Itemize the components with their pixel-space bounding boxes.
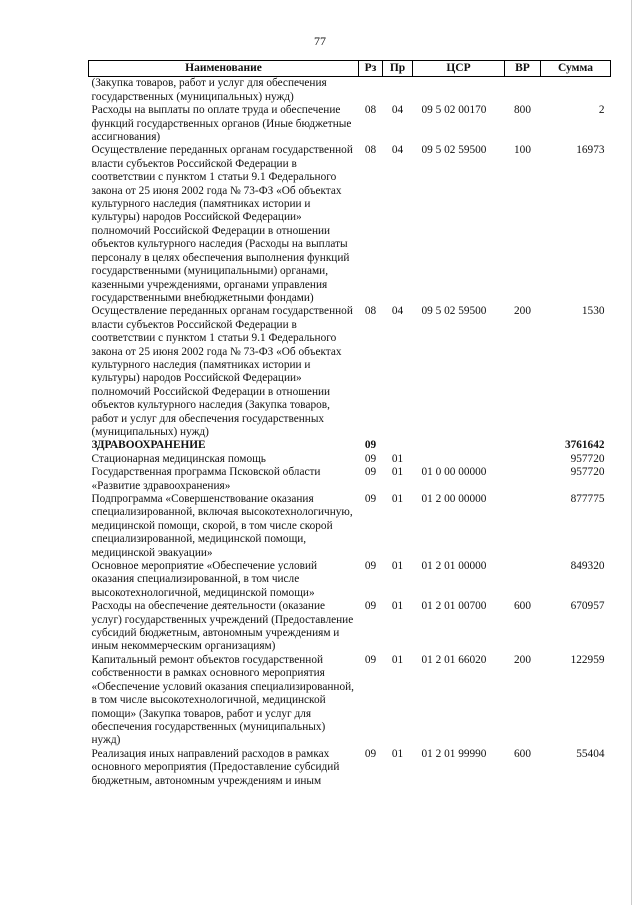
table-row [89,600,611,654]
header-sum: Сумма [541,61,611,77]
page-number: 77 [314,34,326,48]
cell-vr [505,439,541,452]
cell-vr: 600 [514,747,531,760]
cell-vr [505,77,541,104]
cell-pr: 01 [391,653,404,666]
cell-pr: 01 [391,493,404,505]
cell-vr: 200 [514,305,531,318]
cell-name: Капитальный ремонт объектов государственной собственности в рамках основного мероприятия «Обеспечение условий оказания специализированной, в том числе высокотехнологичной, медицинской помощи» (Закупка товаров, работ и услуг для обеспечения государственных (муниципальных) нужд) [91,653,354,747]
header-pr: Пр [383,61,413,77]
budget-table [88,60,611,788]
cell-sum: 3761642 [564,439,605,452]
table-row [89,144,611,305]
cell-csr [413,77,505,104]
page-edge-line [631,0,632,905]
cell-pr: 01 [391,452,404,465]
cell-csr: 01 2 01 00700 [421,600,487,613]
cell-rz: 08 [364,104,377,117]
table-header-row [89,61,611,77]
cell-name: Стационарная медицинская помощь [91,452,266,465]
cell-sum: 122959 [570,653,605,666]
cell-name: Расходы на выплаты по оплате труда и обеспечение функций государственных органов (Иные бюджетные ассигнования) [91,104,352,144]
table-row [89,560,611,600]
cell-pr: 04 [391,144,404,157]
cell-vr [505,466,541,493]
cell-csr [413,453,505,466]
cell-sum: 16973 [576,144,605,157]
cell-sum: 2 [598,104,605,117]
cell-name: Подпрограмма «Совершенствование оказания специализированной, включая высокотехнологичную, медицинской помощи, скорой, в том числе скорой специализированной, медицинской помощи, медицинской эвакуации» [91,493,353,559]
table-row [89,305,611,439]
cell-csr: 01 2 01 66020 [421,653,487,666]
header-name: Наименование [89,61,359,77]
cell-name: Реализация иных направлений расходов в рамках основного мероприятия (Предоставление субсидий бюджетным, автономным учреждениям и иным [91,747,340,787]
cell-pr [383,77,413,104]
cell-pr: 04 [391,104,404,117]
cell-sum [541,77,611,104]
table-row [89,654,611,748]
cell-rz: 08 [364,305,377,318]
cell-csr: 01 0 00 00000 [421,466,487,479]
cell-csr: 01 2 01 99990 [421,747,487,760]
cell-sum: 670957 [570,600,605,613]
cell-rz: 09 [364,466,377,479]
cell-pr: 01 [391,466,404,479]
cell-name: Расходы на обеспечение деятельности (оказание услуг) государственных учреждений (Предоставление субсидий бюджетным, автономным учреждениям и иным некоммерческим организациям) [91,600,354,653]
cell-csr: 09 5 02 59500 [421,144,487,157]
cell-rz: 08 [364,144,377,157]
cell-name: Осуществление переданных органам государственной власти субъектов Российской Федерации в соответствии с пунктом 1 статьи 9.1 Федерального закона от 25 июня 2002 года № 73-ФЗ «Об объектах культурного наследия (памятниках истории и культуры) народов Российской Федерации» полномочий Российской Федерации в отношении объектов культурного наследия (Расходы на выплаты персоналу в целях обеспечения выполнения функций государственными (муниципальными) органами, казенными учреждениями, органами управления государственными внебюджетными фондами) [91,144,353,304]
cell-vr [505,493,541,560]
header-vr: ВР [505,61,541,77]
cell-sum: 1530 [581,305,605,318]
cell-sum: 55404 [576,747,605,760]
cell-vr: 100 [514,144,531,157]
cell-vr [505,560,541,600]
cell-csr: 01 2 01 00000 [421,560,487,573]
cell-csr: 09 5 02 00170 [421,104,487,117]
cell-pr: 01 [391,747,404,760]
cell-rz: 09 [364,493,377,505]
cell-csr: 09 5 02 59500 [421,305,487,318]
table-row [89,466,611,493]
table-row [89,104,611,144]
cell-sum: 957720 [570,466,605,479]
cell-name: ЗДРАВООХРАНЕНИЕ [91,439,206,452]
table-row [89,453,611,466]
cell-csr: 01 2 00 00000 [421,493,487,505]
cell-pr: 04 [391,305,404,318]
cell-vr: 600 [514,600,531,613]
header-rz: Рз [359,61,383,77]
table-row [89,439,611,452]
table-row [89,77,611,104]
table-row [89,493,611,560]
cell-rz: 09 [364,452,377,465]
cell-vr: 800 [514,104,531,117]
cell-name: (Закупка товаров, работ и услуг для обеспечения государственных (муниципальных) нужд) [91,77,327,103]
cell-pr: 01 [391,560,404,573]
cell-sum: 849320 [570,560,605,573]
cell-vr: 200 [514,653,531,666]
cell-name: Осуществление переданных органам государственной власти субъектов Российской Федерации в соответствии с пунктом 1 статьи 9.1 Федерального закона от 25 июня 2002 года № 73-ФЗ «Об объектах культурного наследия (памятниках истории и культуры) народов Российской Федерации» полномочий Российской Федерации в отношении объектов культурного наследия (Закупка товаров, работ и услуг для обеспечения государственных (муниципальных) нужд) [91,305,353,438]
cell-pr [383,439,413,452]
cell-csr [413,439,505,452]
cell-pr: 01 [391,600,404,613]
cell-rz: 09 [364,560,377,573]
cell-rz [359,77,383,104]
cell-sum: 877775 [570,493,605,505]
cell-rz: 09 [364,600,377,613]
cell-name: Государственная программа Псковской области «Развитие здравоохранения» [91,466,321,492]
cell-vr [505,453,541,466]
cell-rz: 09 [364,747,377,760]
cell-name: Основное мероприятие «Обеспечение условий оказания специализированной, в том числе высокотехнологичной, медицинской помощи» [91,560,318,599]
cell-rz: 09 [364,439,377,452]
cell-sum: 957720 [570,452,605,465]
table-row [89,748,611,788]
cell-rz: 09 [364,653,377,666]
header-csr: ЦСР [413,61,505,77]
